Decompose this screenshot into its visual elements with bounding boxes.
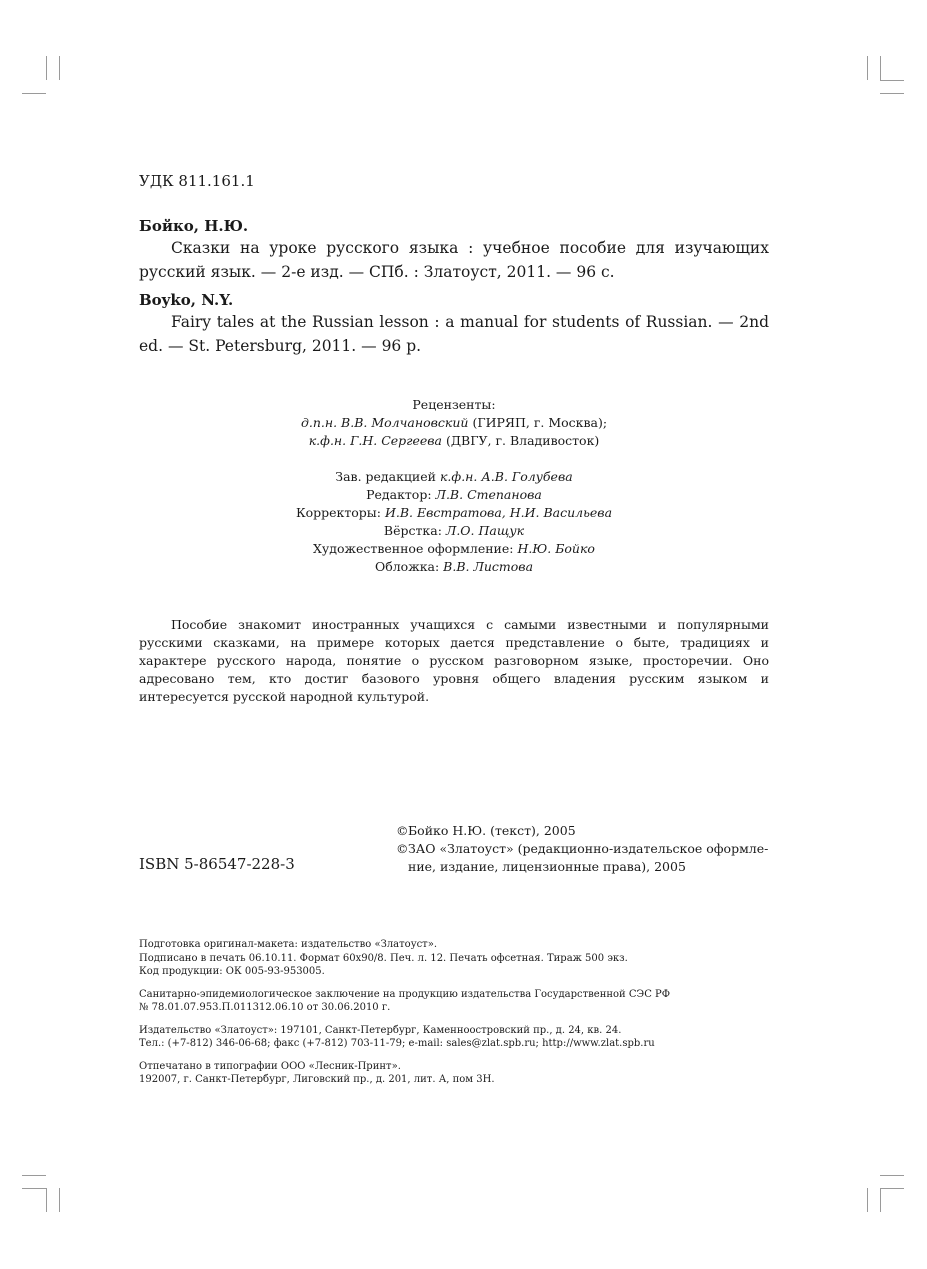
crop-mark: [59, 56, 60, 80]
author-ru: Бойко, Н.Ю.: [139, 217, 249, 235]
crop-mark: [22, 1175, 46, 1176]
description-en: Fairy tales at the Russian lesson : a manual for students of Russian. — 2nd ed. — St. Petersburg, 2011. — 96 p.: [139, 313, 769, 355]
copyright-icon: ©: [396, 841, 409, 856]
crop-mark: [880, 1188, 904, 1189]
reviewer-1: [139, 414, 769, 432]
crop-mark: [880, 1188, 881, 1212]
imprint-block: [139, 988, 779, 1015]
reviewers-heading: Рецензенты:: [412, 397, 496, 412]
crop-mark: [880, 56, 881, 80]
imprint: [139, 938, 779, 1096]
reviewer-2-org: (ДВГУ, г. Владивосток): [445, 433, 600, 448]
staff-name: В.В. Листова: [443, 559, 534, 574]
staff-row: [139, 558, 769, 576]
crop-mark: [867, 1188, 868, 1212]
staff-role: Редактор:: [366, 487, 432, 502]
udk-code: УДК 811.161.1: [139, 172, 255, 190]
crop-mark: [59, 1188, 60, 1212]
copyright-line: [396, 822, 776, 840]
imprint-block: [139, 938, 779, 979]
reviewers-block: [139, 396, 769, 450]
staff-name: И.В. Евстратова, Н.И. Васильева: [384, 505, 613, 520]
imprint-line: Код продукции: ОК 005-93-953005.: [139, 966, 325, 977]
description-ru: Сказки на уроке русского языка : учебное пособие для изучающих русский язык. — 2-е изд. — СПб. : Златоуст, 2011. — 96 с.: [139, 239, 769, 281]
crop-mark: [46, 1188, 47, 1212]
copyright-text: ние, издание, лицензионные права), 2005: [408, 859, 686, 874]
abstract: Пособие знакомит иностранных учащихся с самыми известными и популярными русскими сказками, на примере которых дается представление о быте, традициях и характере русского народа, понятие о русском разговорном языке, просторечии. Оно адресовано тем, кто достиг базового уровня общего владения русским языком и интересуется русской народной культурой.: [139, 617, 769, 704]
staff-row: [139, 522, 769, 540]
imprint-line: № 78.01.07.953.П.011312.06.10 от 30.06.2010 г.: [139, 1002, 391, 1013]
imprint-block: [139, 1024, 779, 1051]
staff-row: [139, 486, 769, 504]
imprint-block: [139, 1060, 779, 1087]
staff-name: к.ф.н. А.В. Голубева: [439, 469, 573, 484]
staff-role: Зав. редакцией: [335, 469, 436, 484]
crop-mark: [22, 93, 46, 94]
imprint-line: Тел.: (+7-812) 346-06-68; факс (+7-812) 703-11-79; e-mail: sales@zlat.spb.ru; http://www.zlat.spb.ru: [139, 1038, 655, 1049]
crop-mark: [867, 56, 868, 80]
author-en: Boyko, N.Y.: [139, 291, 234, 309]
copyright-text: Бойко Н.Ю. (текст), 2005: [408, 823, 576, 838]
crop-mark: [880, 80, 904, 81]
isbn: ISBN 5-86547-228-3: [139, 855, 295, 873]
imprint-line: Подготовка оригинал-макета: издательство «Златоуст».: [139, 939, 438, 950]
staff-name: Л.О. Пащук: [445, 523, 525, 538]
staff-role: Обложка:: [374, 559, 440, 574]
copyright-line: [396, 840, 776, 858]
staff-row: [139, 468, 769, 486]
staff-name: Л.В. Степанова: [435, 487, 542, 502]
copyright-icon: ©: [396, 823, 409, 838]
imprint-line: Отпечатано в типографии ООО «Лесник-Принт».: [139, 1060, 401, 1072]
reviewer-1-org: (ГИРЯП, г. Москва);: [472, 415, 608, 430]
imprint-line: 192007, г. Санкт-Петербург, Лиговский пр., д. 201, лит. А, пом 3Н.: [139, 1074, 495, 1085]
imprint-line: Издательство «Златоуст»: 197101, Санкт-Петербург, Каменноостровский пр., д. 24, кв. 24.: [139, 1024, 622, 1036]
crop-mark: [880, 1175, 904, 1176]
copyright-block: [396, 822, 776, 876]
imprint-line: Санитарно-эпидемиологическое заключение на продукцию издательства Государственной СЭС РФ: [139, 988, 671, 1000]
copyright-text: ЗАО «Златоуст» (редакционно-издательское оформле-: [408, 841, 769, 856]
staff-role: Вёрстка:: [383, 523, 442, 538]
crop-mark: [46, 56, 47, 80]
staff-block: [139, 468, 769, 576]
staff-name: Н.Ю. Бойко: [517, 541, 595, 556]
reviewer-2-name: к.ф.н. Г.Н. Сергеева: [308, 433, 442, 448]
staff-row: [139, 504, 769, 522]
reviewer-1-name: д.п.н. В.В. Молчановский: [300, 415, 469, 430]
reviewer-2: [139, 432, 769, 450]
crop-mark: [22, 1188, 46, 1189]
staff-row: [139, 540, 769, 558]
imprint-line: Подписано в печать 06.10.11. Формат 60х90/8. Печ. л. 12. Печать офсетная. Тираж 500 экз.: [139, 952, 628, 964]
staff-role: Корректоры:: [295, 505, 381, 520]
crop-mark: [880, 93, 904, 94]
staff-role: Художественное оформление:: [313, 541, 514, 556]
